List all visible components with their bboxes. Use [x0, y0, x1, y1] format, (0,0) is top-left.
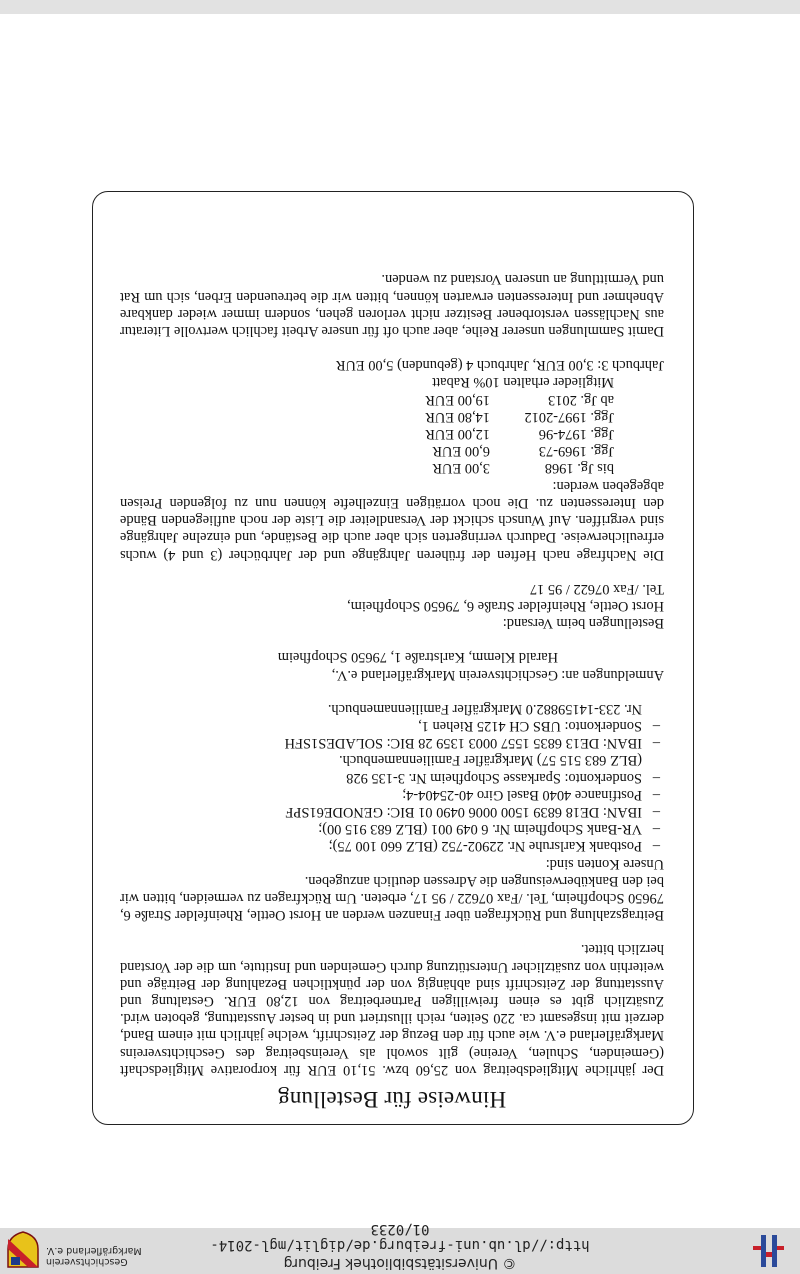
registration-line: Geschichtsverein Markgräflerland e.V.,	[331, 666, 558, 683]
price-list	[120, 390, 614, 476]
university-library-logo-icon	[750, 1233, 786, 1269]
registration-block	[120, 665, 664, 682]
price-row	[120, 459, 614, 476]
payment-paragraph: Beitragszahlung und Rückfragen über Finanzen werden an Horst Oettle, Rheinfelder Straße 6, 79650 Schopfheim, Tel. /Fax 07622 / 95 17, erbeten. Um Rückfragen zu vermeiden, bitten wir bei den Banküberweisungen die Adressen deutlich anzugeben.	[120, 872, 664, 924]
price-period: bis Jg. 1968	[544, 460, 614, 477]
viewer-footer-bar	[0, 0, 800, 14]
price-value: 12,00 EUR	[425, 426, 490, 443]
price-period: Jgg. 1969-73	[538, 443, 614, 460]
account-item: – Postfinance 4040 Basel Giro 40-25404-4;	[120, 786, 664, 803]
yearbook-prices: Jahrbuch 3: 3,00 EUR, Jahrbuch 4 (gebunden) 5,00 EUR	[335, 357, 664, 374]
spacer	[120, 563, 664, 580]
account-item: – Sonderkonto: Sparkasse Schopfheim Nr. 3-135 928	[120, 768, 664, 785]
demand-paragraph: Die Nachfrage nach Heften der früheren Jahrgänge und der Jahrbücher (3 und 4) wuchs erfreulicherweise. Dadurch verringerten sich aber auch die Bestände, und einzelne Jahrgänge sind vergriffen. Auf Wunsch schickt der Versandleiter die Liste der noch aufliegenden Bände den Interessenten zu. Die noch vorrätigen Einzelhefte können nun zu folgenden Preisen abgegeben werden:	[120, 477, 664, 563]
price-value: 6,00 EUR	[432, 443, 490, 460]
document-body	[120, 253, 664, 1112]
price-row	[120, 390, 614, 407]
publisher-name: Geschichtsverein Markgräflerland e.V.	[46, 1245, 142, 1267]
discount-line: Mitglieder erhalten 10% Rabatt	[432, 374, 614, 391]
account-item: – IBAN: DE18 6839 1500 0006 0490 01 BIC: GENODE61SPF	[120, 803, 664, 820]
document-url-link[interactable]: http://dl.ub.uni-freiburg.de/diglit/mgl-2014-01/0233	[210, 1221, 590, 1253]
price-value: 3,00 EUR	[432, 460, 490, 477]
viewer-header-bar	[0, 1221, 800, 1274]
registration-label: Anmeldungen an:	[561, 666, 664, 683]
price-value: 19,00 EUR	[425, 391, 490, 408]
price-row	[120, 425, 614, 442]
accounts-list	[120, 700, 664, 855]
account-item: – VR-Bank Schopfheim Nr. 6 049 001 (BLZ 683 915 00);	[120, 820, 664, 837]
account-item: – IBAN: DE13 6835 1557 0003 1359 28 BIC: SOLADES1SFH	[120, 734, 664, 751]
account-item: – Sonderkonto: UBS CH 4125 Riehen 1,	[120, 717, 664, 734]
price-period: Jgg. 1997-2012	[524, 408, 614, 425]
price-row	[120, 408, 614, 425]
orders-address: Horst Oettle, Rheinfelder Straße 6, 79650 Schopfheim,	[347, 597, 664, 614]
registration-address: Harald Klemm, Karlstraße 1, 79650 Schopfheim	[277, 649, 558, 666]
spacer	[120, 631, 664, 648]
price-period: Jgg. 1974-96	[538, 426, 614, 443]
price-period: ab Jg. 2013	[548, 391, 614, 408]
accounts-intro: Unsere Konten sind:	[545, 855, 664, 872]
copyright-text: © Universitätsbibliothek Freiburg	[283, 1255, 517, 1271]
account-item: Nr. 233-14159882.0 Markgräfler Familiennamenbuch.	[327, 700, 642, 717]
orders-heading: Bestellungen beim Versand:	[502, 615, 664, 632]
spacer	[120, 339, 664, 356]
page-title: Hinweise für Bestellung	[277, 1087, 507, 1112]
price-value: 14,80 EUR	[425, 408, 490, 425]
account-item: (BLZ 683 515 57) Markgräfler Familiennamenbuch.	[339, 752, 642, 769]
membership-paragraph: Der jährliche Mitgliedsbeitrag von 25,60 bzw. 51,10 EUR für korporative Mitgliedschaft (Gemeinden, Schulen, Vereine) gilt sowohl als Vereinsbeitrag des Geschichtsvereins Markgräflerland e.V. wie auch für den Bezug der Zeitschrift, welche jährlich mit einem Band, derzeit mit insgesamt ca. 220 Seiten, reich illustriert und in bester Ausstattung, geboten wird. Zusätzlich gibt es einen freiwilligen Partnerbeitrag von 12,80 EUR. Gestaltung und Ausstattung der Zeitschrift sind abhängig von der pünktlichen Bezahlung der Beiträge und weiterhin von zusätzlicher Unterstützung durch Gemeinden und Institute, um die der Vorstand herzlich bittet.	[120, 941, 664, 1078]
coat-of-arms-icon	[6, 1231, 40, 1269]
account-item: – Postbank Karlsruhe Nr. 22902-752 (BLZ 660 100 75);	[120, 837, 664, 854]
registration-row-2	[120, 648, 664, 665]
registration-indent	[558, 648, 664, 665]
orders-phone: Tel. /Fax 07622 / 95 17	[529, 580, 664, 597]
price-row	[120, 442, 614, 459]
collections-paragraph: Damit Sammlungen unserer Reihe, aber auch oft für unsere Arbeit fachlich wertvolle Literatur aus Nachlässen verstorbener Besitzer nicht verloren gehen, sondern immer wieder dankbare Abnehmer und Interessenten erwarten können, bitten wir die betreuenden Erben, sich um Rat und Vermittlung an unseren Vorstand zu wenden.	[120, 271, 664, 340]
publisher-block	[6, 1231, 152, 1269]
